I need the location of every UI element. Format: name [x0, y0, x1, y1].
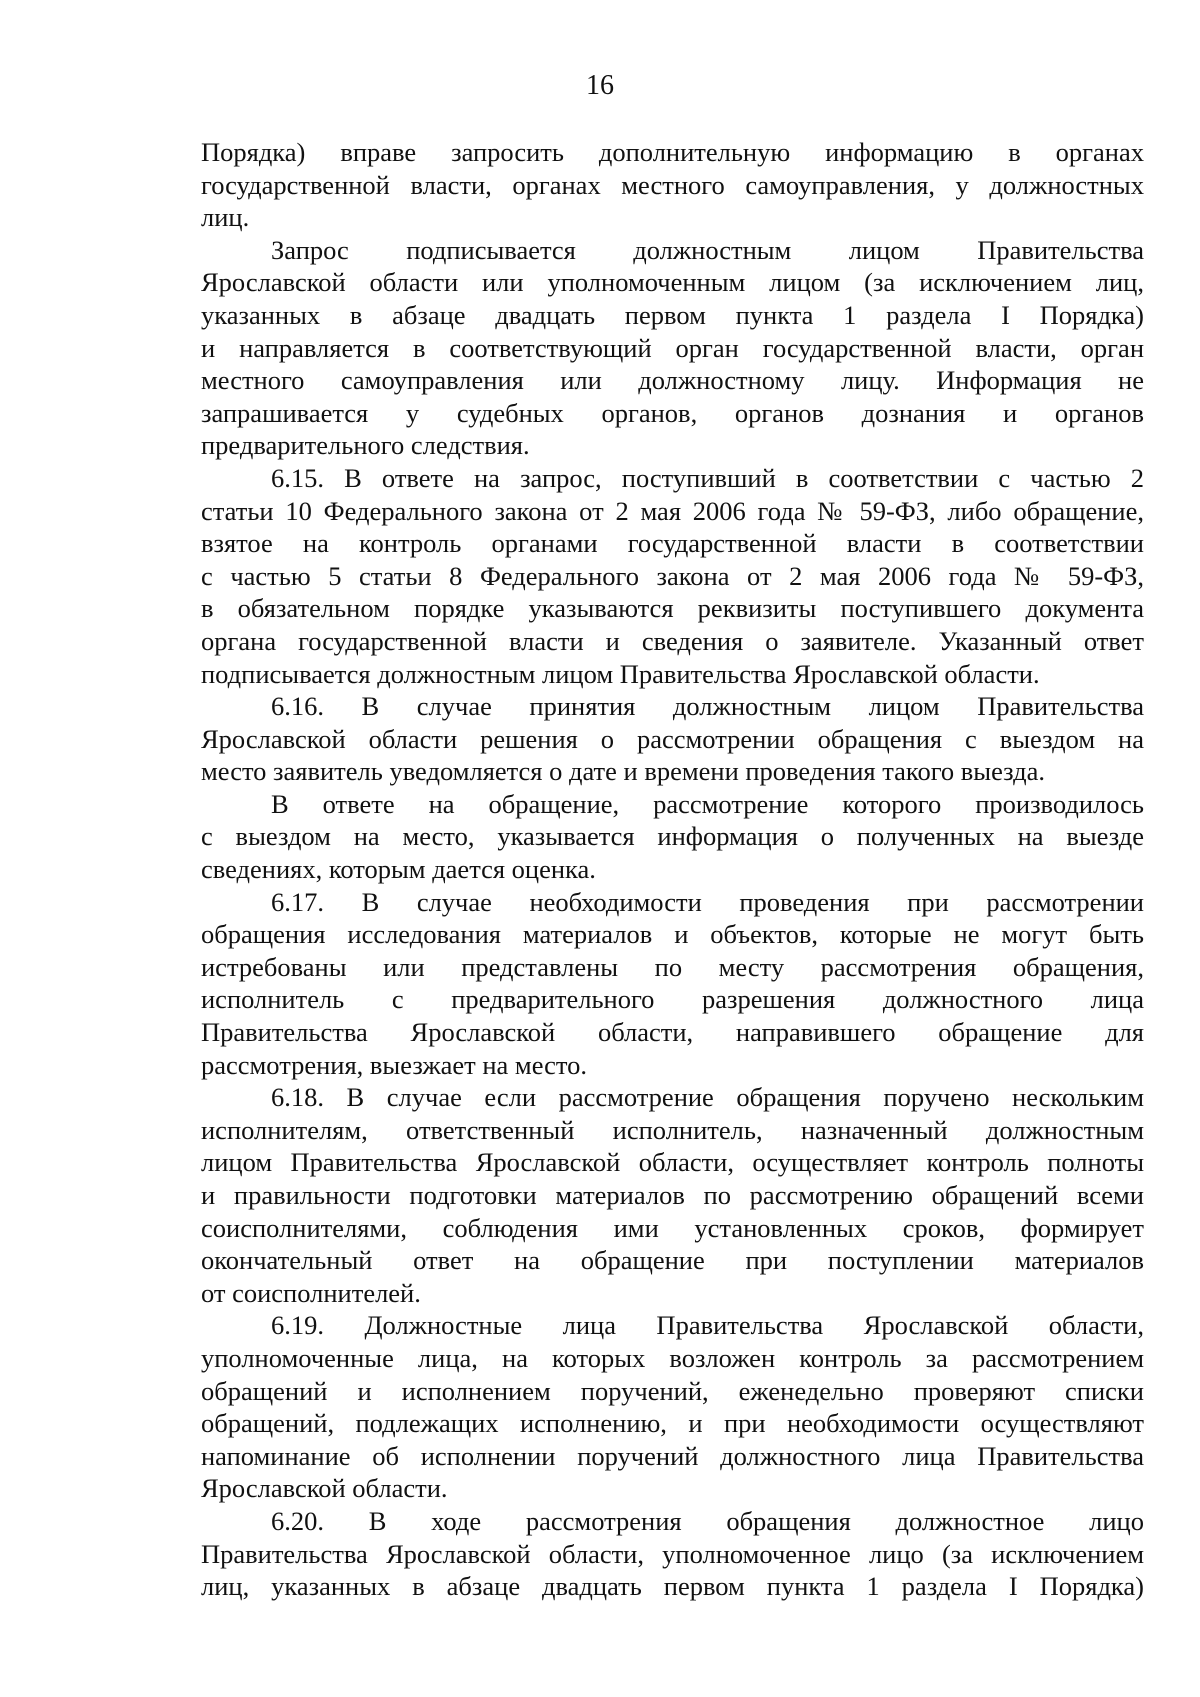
text-line: с частью 5 статьи 8 Федерального закона от 2 мая 2006 года № 59-ФЗ, [201, 560, 1144, 591]
text-line: статьи 10 Федерального закона от 2 мая 2006 года № 59-ФЗ, либо обращение, [201, 495, 1144, 526]
text-line: взятое на контроль органами государственной власти в соответствии [201, 528, 1144, 559]
text-line: Правительства Ярославской области, направившего обращение для [201, 1017, 1144, 1048]
text-line: и правильности подготовки материалов по рассмотрению обращений всеми [201, 1180, 1144, 1210]
text-line: В ответе на обращение, рассмотрение которого производилось [271, 788, 1144, 819]
text-line: подписывается должностным лицом Правительства Ярославской области. [201, 658, 1040, 689]
text-line: предварительного следствия. [201, 430, 530, 461]
text-line: 6.15. В ответе на запрос, поступивший в соответствии с частью 2 [271, 462, 1144, 493]
text-line: в обязательном порядке указываются реквизиты поступившего документа [201, 593, 1144, 624]
text-line: Порядка) вправе запросить дополнительную информацию в органах [201, 137, 1144, 167]
text-line: сведениях, которым дается оценка. [201, 854, 596, 885]
text-line: лиц. [201, 202, 250, 233]
document-body [201, 136, 1144, 1603]
text-line: напоминание об исполнении поручений должностного лица Правительства [201, 1440, 1144, 1471]
text-line: 6.19. Должностные лица Правительства Ярославской области, [271, 1310, 1144, 1341]
text-line: государственной власти, органах местного самоуправления, у должностных [201, 169, 1144, 200]
text-line: место заявитель уведомляется о дате и времени проведения такого выезда. [201, 756, 1046, 787]
text-line: 6.17. В случае необходимости проведения при рассмотрении [271, 886, 1144, 917]
text-line: запрашивается у судебных органов, органов дознания и органов [201, 397, 1144, 428]
text-line: исполнителям, ответственный исполнитель, назначенный должностным [201, 1114, 1144, 1145]
text-line: 6.20. В ходе рассмотрения обращения должностное лицо [271, 1505, 1144, 1536]
text-line: лиц, указанных в абзаце двадцать первом пункта 1 раздела I Порядка) [201, 1571, 1144, 1602]
text-line: местного самоуправления или должностному лицу. Информация не [201, 365, 1144, 396]
text-line: истребованы или представлены по месту рассмотрения обращения, [201, 951, 1144, 982]
text-line: Правительства Ярославской области, уполномоченное лицо (за исключением [201, 1538, 1144, 1569]
text-line: от соисполнителей. [201, 1277, 421, 1308]
text-line: уполномоченные лица, на которых возложен контроль за рассмотрением [201, 1342, 1144, 1373]
text-line: с выездом на место, указывается информация о полученных на выезде [201, 821, 1144, 852]
text-line: соисполнителями, соблюдения ими установленных сроков, формирует [201, 1212, 1144, 1243]
text-line: рассмотрения, выезжает на место. [201, 1049, 587, 1080]
text-line: Запрос подписывается должностным лицом Правительства [271, 234, 1144, 265]
text-line: и направляется в соответствующий орган государственной власти, орган [201, 332, 1144, 363]
page-number: 16 [586, 70, 614, 101]
text-line: Ярославской области или уполномоченным лицом (за исключением лиц, [201, 267, 1144, 298]
text-line: обращений и исполнением поручений, еженедельно проверяют списки [201, 1375, 1144, 1406]
text-line: окончательный ответ на обращение при поступлении материалов [201, 1245, 1144, 1276]
text-line: 6.16. В случае принятия должностным лицом Правительства [271, 691, 1144, 722]
text-line: органа государственной власти и сведения о заявителе. Указанный ответ [201, 625, 1144, 656]
text-line: исполнитель с предварительного разрешения должностного лица [201, 984, 1144, 1015]
text-line: указанных в абзаце двадцать первом пункта 1 раздела I Порядка) [201, 299, 1144, 330]
text-line: 6.18. В случае если рассмотрение обращения поручено нескольким [271, 1082, 1144, 1113]
text-line: лицом Правительства Ярославской области, осуществляет контроль полноты [201, 1147, 1144, 1178]
text-line: Ярославской области. [201, 1473, 448, 1504]
text-line: обращений, подлежащих исполнению, и при необходимости осуществляют [201, 1408, 1144, 1439]
text-line: Ярославской области решения о рассмотрении обращения с выездом на [201, 723, 1144, 754]
text-line: обращения исследования материалов и объектов, которые не могут быть [201, 919, 1144, 950]
